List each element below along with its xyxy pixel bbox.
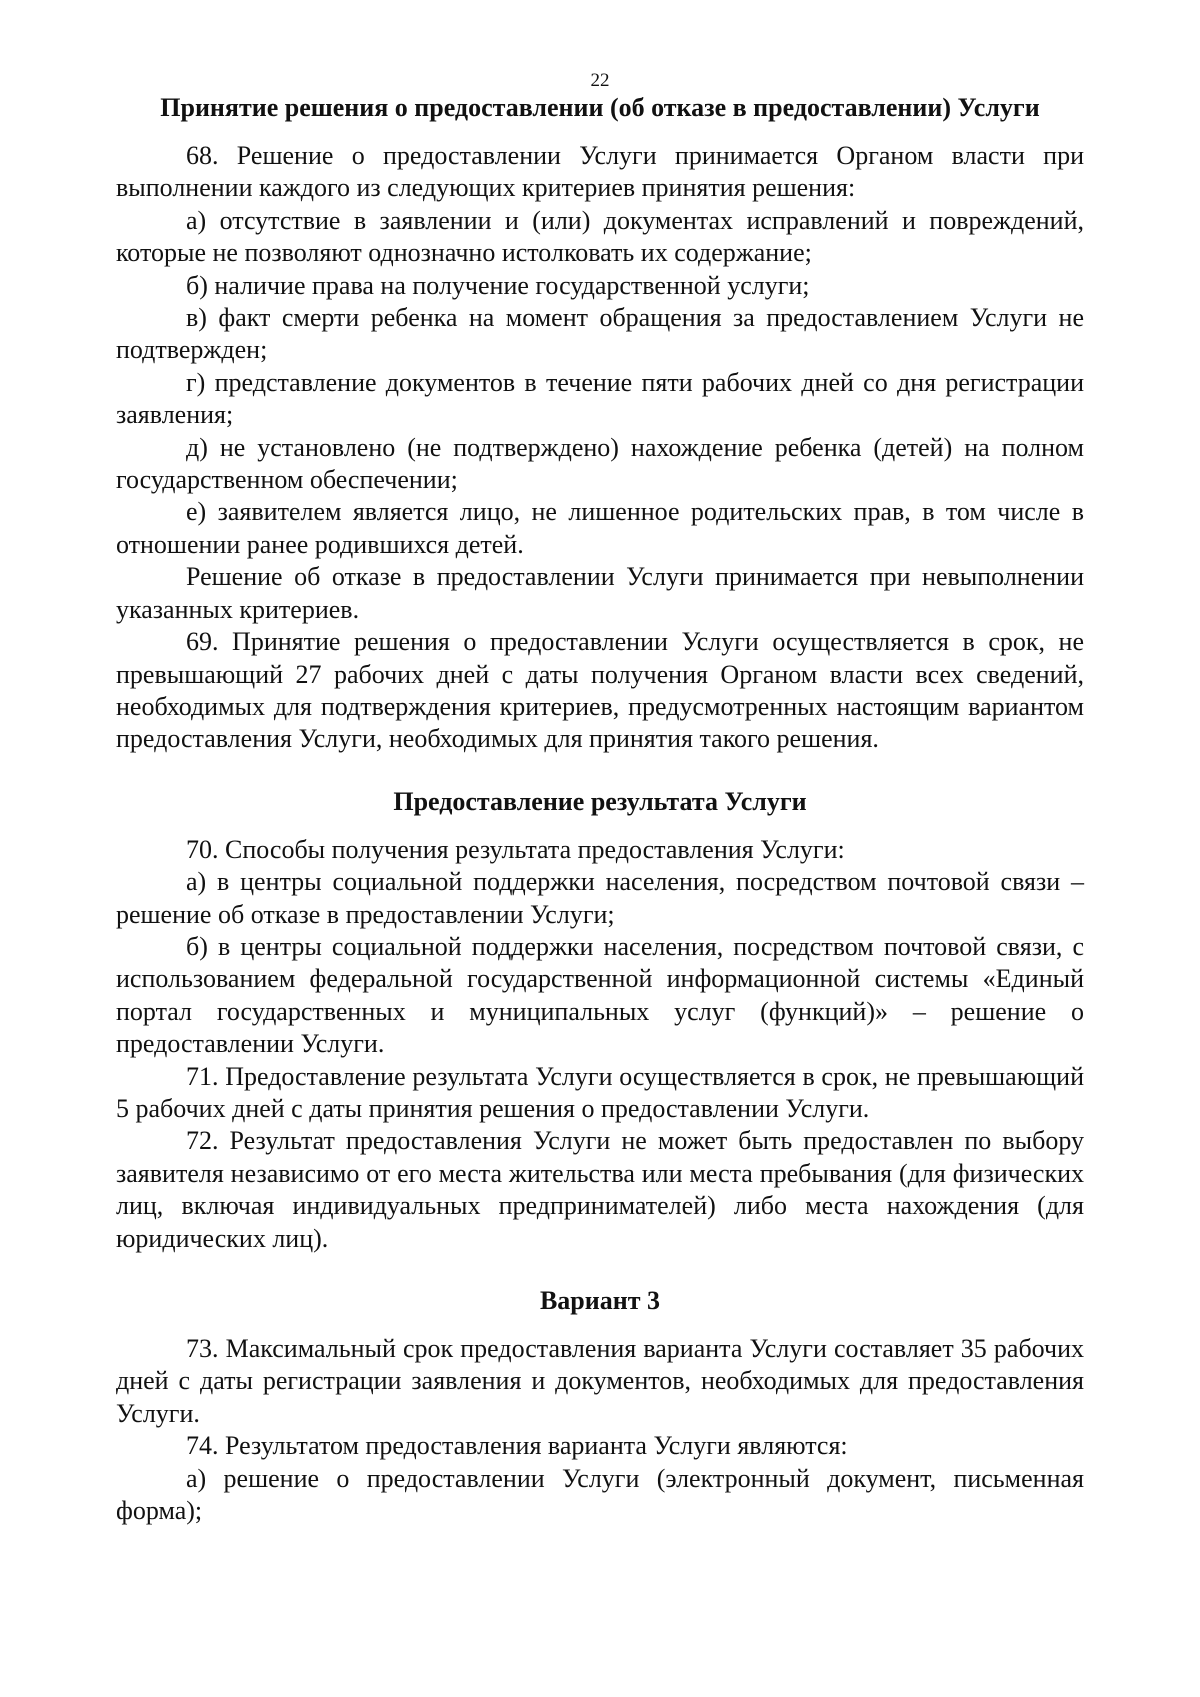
section-heading-result: Предоставление результата Услуги [393,786,807,816]
paragraph: д) не установлено (не подтверждено) нахождение ребенка (детей) на полном государственном обеспечении; [116,432,1084,495]
paragraph: а) отсутствие в заявлении и (или) документах исправлений и повреждений, которые не позволяют однозначно истолковать их содержание; [116,205,1084,268]
section-heading-variant-3: Вариант 3 [539,1286,661,1315]
paragraph: Решение об отказе в предоставлении Услуги принимается при невыполнении указанных критериев. [116,562,1084,624]
paragraph: 74. Результатом предоставления варианта Услуги являются: [186,1431,848,1461]
paragraph: а) решение о предоставлении Услуги (электронный документ, письменная форма); [116,1463,1084,1526]
paragraph: а) в центры социальной поддержки населения, посредством почтовой связи – решение об отказе в предоставлении Услуги; [116,867,1084,929]
paragraph: б) наличие права на получение государственной услуги; [186,270,810,300]
paragraph: е) заявителем является лицо, не лишенное родительских прав, в том числе в отношении ранее родившихся детей. [116,497,1084,559]
paragraph: г) представление документов в течение пяти рабочих дней со дня регистрации заявления; [116,367,1084,430]
document-body [116,92,1084,1527]
paragraph: б) в центры социальной поддержки населения, посредством почтовой связи, с использованием федеральной государственной информационной системы «Единый портал государственных и муниципальных услуг (функций)» – решение о предоставлении Услуги. [116,931,1084,1059]
paragraph: 73. Максимальный срок предоставления варианта Услуги составляет 35 рабочих дней с даты регистрации заявления и документов, необходимых для предоставления Услуги. [116,1334,1084,1428]
paragraph: 70. Способы получения результата предоставления Услуги: [186,834,845,864]
page-number: 22 [590,70,610,91]
paragraph: в) факт смерти ребенка на момент обращения за предоставлением Услуги не подтвержден; [116,303,1084,365]
paragraph: 72. Результат предоставления Услуги не может быть предоставлен по выбору заявителя независимо от его места жительства или места пребывания (для физических лиц, включая индивидуальных предпринимателей) либо места нахождения (для юридических лиц). [116,1126,1084,1253]
paragraph: 69. Принятие решения о предоставлении Услуги осуществляется в срок, не превышающий 27 рабочих дней с даты получения Органом власти всех сведений, необходимых для подтверждения критериев, предусмотренных настоящим вариантом предоставления Услуги, необходимых для принятия такого решения. [116,627,1084,754]
paragraph: 71. Предоставление результата Услуги осуществляется в срок, не превышающий 5 рабочих дней с даты принятия решения о предоставлении Услуги. [116,1061,1084,1123]
paragraph: 68. Решение о предоставлении Услуги принимается Органом власти при выполнении каждого из следующих критериев принятия решения: [116,141,1084,203]
section-heading-decision: Принятие решения о предоставлении (об отказе в предоставлении) Услуги [160,93,1040,122]
